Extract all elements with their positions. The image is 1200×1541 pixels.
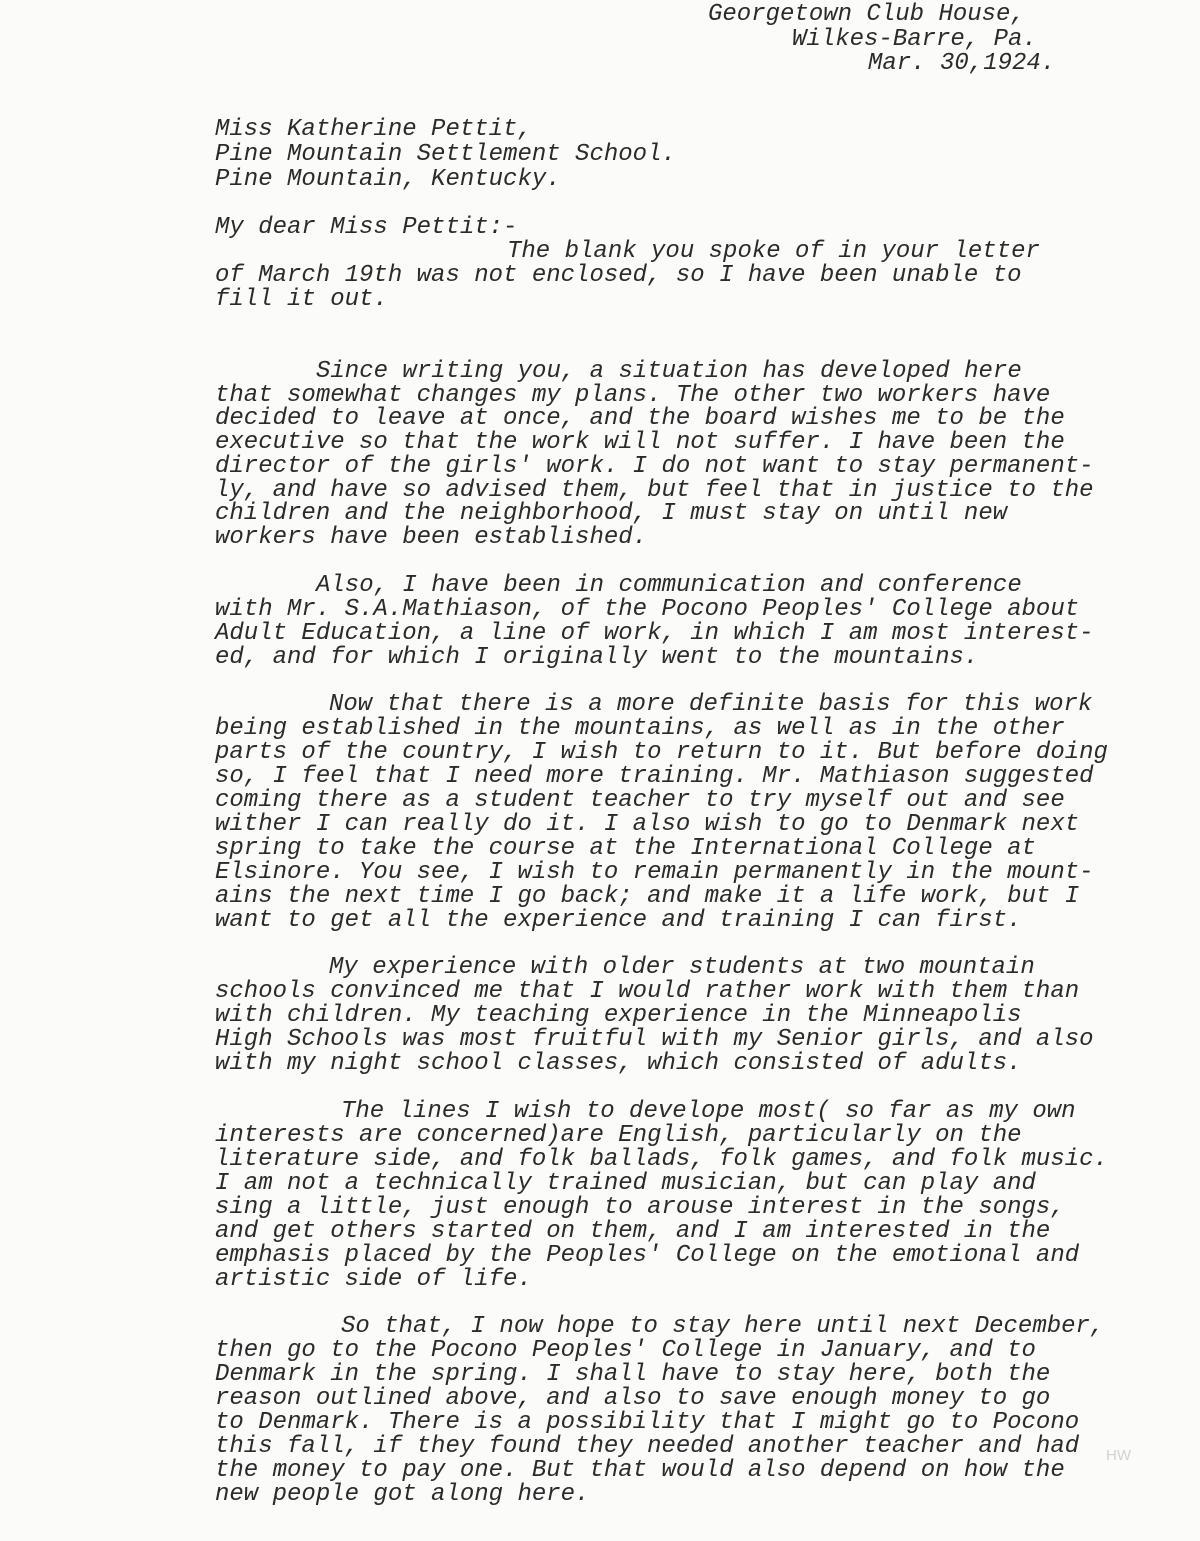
- text-line: emphasis placed by the Peoples' College on the emotional and: [215, 1242, 1080, 1269]
- text-line: decided to leave at once, and the board wishes me to be the: [215, 405, 1065, 432]
- text-line: schools convinced me that I would rather work with them than: [215, 978, 1080, 1005]
- text-line: the money to pay one. But that would also depend on how the: [215, 1457, 1065, 1484]
- text-line: So that, I now hope to stay here until next December,: [341, 1313, 1105, 1340]
- text-line: wither I can really do it. I also wish to go to Denmark next: [215, 811, 1080, 838]
- text-line: with my night school classes, which consisted of adults.: [215, 1050, 1022, 1077]
- text-line: with Mr. S.A.Mathiason, of the Pocono Peoples' College about: [215, 596, 1080, 623]
- text-line: being established in the mountains, as well as in the other: [215, 715, 1065, 742]
- text-line: ains the next time I go back; and make it a life work, but I: [215, 883, 1080, 910]
- recipient-line: Pine Mountain, Kentucky.: [215, 166, 561, 193]
- text-line: spring to take the course at the International College at: [215, 835, 1036, 862]
- text-line: sing a little, just enough to arouse interest in the songs,: [215, 1194, 1065, 1221]
- text-line: want to get all the experience and training I can first.: [215, 907, 1022, 934]
- text-line: Now that there is a more definite basis for this work: [329, 691, 1093, 718]
- text-line: Denmark in the spring. I shall have to stay here, both the: [215, 1361, 1051, 1388]
- text-line: The lines I wish to develope most( so far as my own: [341, 1098, 1076, 1125]
- text-line: interests are concerned)are English, particularly on the: [215, 1122, 1022, 1149]
- recipient-line: Miss Katherine Pettit,: [215, 116, 532, 143]
- text-line: High Schools was most fruitful with my Senior girls, and also: [215, 1026, 1094, 1053]
- text-line: reason outlined above, and also to save enough money to go: [215, 1385, 1051, 1412]
- recipient-line: Pine Mountain Settlement School.: [215, 141, 676, 168]
- text-line: The blank you spoke of in your letter: [507, 238, 1040, 265]
- text-line: this fall, if they found they needed another teacher and had: [215, 1433, 1080, 1460]
- watermark: HW: [1106, 1447, 1131, 1464]
- text-line: I am not a technically trained musician, but can play and: [215, 1170, 1036, 1197]
- text-line: Adult Education, a line of work, in which I am most interest-: [215, 620, 1094, 647]
- text-line: ly, and have so advised them, but feel that in justice to the: [215, 477, 1094, 504]
- text-line: Elsinore. You see, I wish to remain permanently in the mount-: [215, 859, 1094, 886]
- text-line: and get others started on them, and I am interested in the: [215, 1218, 1051, 1245]
- text-line: executive so that the work will not suffer. I have been the: [215, 429, 1065, 456]
- text-line: My experience with older students at two mountain: [329, 954, 1035, 981]
- text-line: children and the neighborhood, I must stay on until new: [215, 500, 1008, 527]
- text-line: workers have been established.: [215, 524, 648, 551]
- text-line: with children. My teaching experience in the Minneapolis: [215, 1002, 1022, 1029]
- text-line: Since writing you, a situation has developed here: [316, 358, 1022, 385]
- letterhead-line: Wilkes-Barre, Pa.: [792, 26, 1037, 53]
- salutation: My dear Miss Pettit:-: [215, 214, 518, 241]
- text-line: coming there as a student teacher to try myself out and see: [215, 787, 1065, 814]
- text-line: Also, I have been in communication and conference: [316, 572, 1022, 599]
- text-line: fill it out.: [215, 286, 388, 313]
- text-line: so, I feel that I need more training. Mr. Mathiason suggested: [215, 763, 1094, 790]
- text-line: that somewhat changes my plans. The other two workers have: [215, 382, 1051, 409]
- text-line: parts of the country, I wish to return to it. But before doing: [215, 739, 1108, 766]
- text-line: to Denmark. There is a possibility that I might go to Pocono: [215, 1409, 1080, 1436]
- text-line: artistic side of life.: [215, 1266, 532, 1293]
- text-line: director of the girls' work. I do not want to stay permanent-: [215, 453, 1094, 480]
- text-line: literature side, and folk ballads, folk games, and folk music.: [215, 1146, 1108, 1173]
- letter-date: Mar. 30,1924.: [868, 50, 1056, 77]
- text-line: ed, and for which I originally went to the mountains.: [215, 644, 979, 671]
- text-line: then go to the Pocono Peoples' College in January, and to: [215, 1337, 1036, 1364]
- text-line: of March 19th was not enclosed, so I have been unable to: [215, 262, 1022, 289]
- letterhead-line: Georgetown Club House,: [708, 1, 1025, 28]
- text-line: new people got along here.: [215, 1481, 590, 1508]
